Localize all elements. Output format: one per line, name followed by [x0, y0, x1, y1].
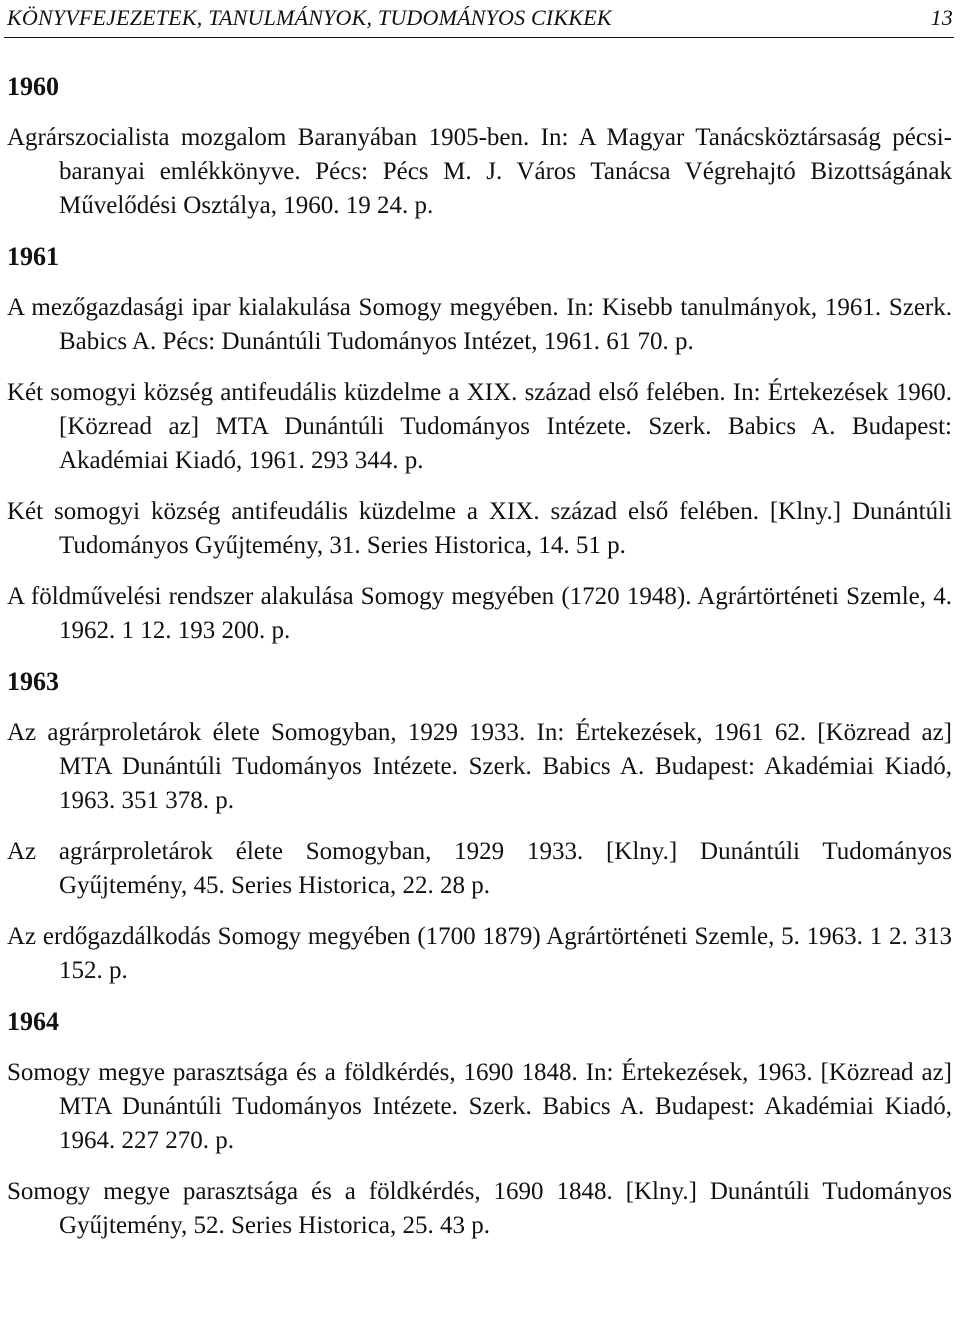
bibliography-entry: Somogy megye parasztsága és a földkérdés, 1690 1848. In: Értekezések, 1963. [Közread az] MTA Dunántúli Tudományos Intézete. Szerk. Babics A. Budapest: Akadémiai Kiadó, 1964. 227 270. p.	[7, 1059, 952, 1154]
bibliography-entry: Az erdőgazdálkodás Somogy megyében (1700 1879) Agrártörténeti Szemle, 5. 1963. 1 2. 313 152. p.	[7, 923, 952, 984]
year-heading-1961: 1961	[7, 242, 59, 271]
bibliography-entry: Az agrárproletárok élete Somogyban, 1929 1933. In: Értekezések, 1961 62. [Közread az] MTA Dunántúli Tudományos Intézete. Szerk. Babics A. Budapest: Akadémiai Kiadó, 1963. 351 378. p.	[7, 719, 952, 814]
running-header	[7, 4, 953, 34]
bibliography-entry: Két somogyi község antifeudális küzdelme a XIX. század első felében. [Klny.] Dunántúli Tudományos Gyűjtemény, 31. Series Historica, 14. 51 p.	[7, 498, 952, 559]
year-heading-1960: 1960	[7, 72, 59, 101]
bibliography-entry: Két somogyi község antifeudális küzdelme a XIX. század első felében. In: Értekezések 1960. [Közread az] MTA Dunántúli Tudományos Intézete. Szerk. Babics A. Budapest: Akadémiai Kiadó, 1961. 293 344. p.	[7, 379, 952, 474]
bibliography-entry: A mezőgazdasági ipar kialakulása Somogy megyében. In: Kisebb tanulmányok, 1961. Szerk. Babics A. Pécs: Dunántúli Tudományos Intézet, 1961. 61 70. p.	[7, 294, 952, 355]
year-heading-1963: 1963	[7, 667, 59, 696]
running-title: KÖNYVFEJEZETEK, TANULMÁNYOK, TUDOMÁNYOS CIKKEK	[7, 5, 612, 30]
year-heading-1964: 1964	[7, 1007, 59, 1036]
bibliography-entry: Somogy megye parasztsága és a földkérdés, 1690 1848. [Klny.] Dunántúli Tudományos Gyűjtemény, 52. Series Historica, 25. 43 p.	[7, 1178, 952, 1239]
bibliography-list	[7, 70, 952, 1243]
page-number: 13	[930, 5, 953, 30]
header-rule	[4, 37, 954, 38]
bibliography-entry: Az agrárproletárok élete Somogyban, 1929 1933. [Klny.] Dunántúli Tudományos Gyűjtemény, 45. Series Historica, 22. 28 p.	[7, 838, 952, 899]
bibliography-entry: A földművelési rendszer alakulása Somogy megyében (1720 1948). Agrártörténeti Szemle, 4. 1962. 1 12. 193 200. p.	[7, 583, 952, 644]
bibliography-entry: Agrárszocialista mozgalom Baranyában 1905-ben. In: A Magyar Tanácsköztársaság pécsi-baranyai emlékkönyve. Pécs: Pécs M. J. Város Tanácsa Végrehajtó Bizottságának Művelődési Osztálya, 1960. 19 24. p.	[7, 124, 952, 219]
